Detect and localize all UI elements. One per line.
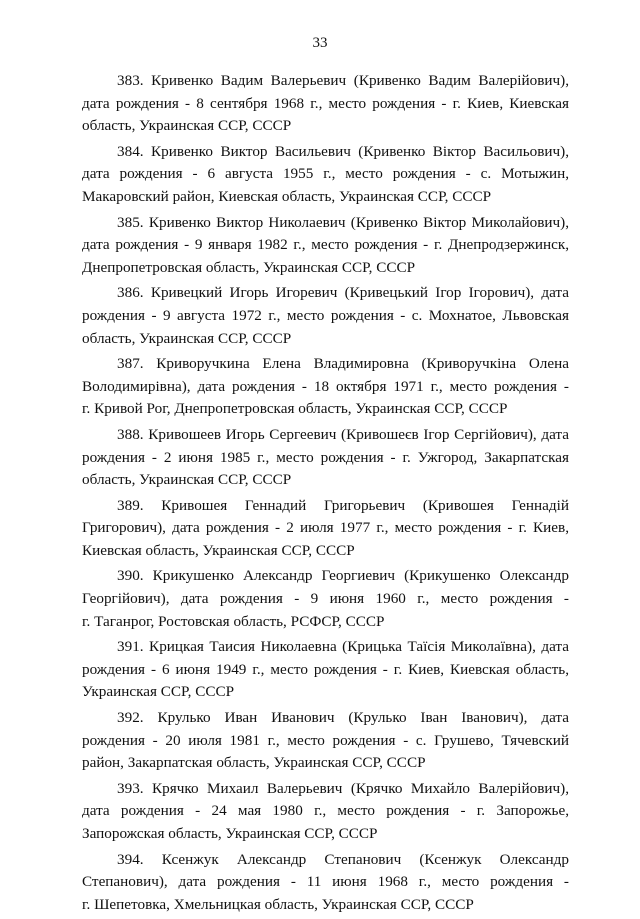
entry-line: Киевская область, Украинская ССР, СССР: [82, 541, 355, 559]
entry-line: Григорович), дата рождения - 2 июля 1977 г., место рождения - г. Киев,: [82, 519, 569, 537]
entry-line: область, Украинская ССР, СССР: [82, 471, 292, 489]
entry-line: Украинская ССР, СССР: [82, 683, 235, 701]
entry-line: дата рождения - 8 сентября 1968 г., место рождения - г. Киев, Киевская: [82, 94, 569, 112]
entry-line: дата рождения - 9 января 1982 г., место рождения - г. Днепродзержинск,: [82, 236, 569, 254]
entry-line: 394. Ксенжук Александр Степанович (Ксенжук Олександр: [117, 850, 569, 868]
entry-line: Володимирівна), дата рождения - 18 октября 1971 г., место рождения -: [82, 377, 569, 395]
list-item: [82, 353, 569, 421]
list-item: [82, 70, 569, 138]
list-item: [82, 212, 569, 280]
entry-line: 386. Кривецкий Игорь Игоревич (Кривецький Ігор Ігорович), дата: [117, 284, 569, 302]
entry-line: дата рождения - 6 августа 1955 г., место рождения - с. Мотыжин,: [82, 165, 569, 183]
entry-line: рождения - 20 июля 1981 г., место рождения - с. Грушево, Тячевский: [82, 731, 569, 749]
entry-line: 389. Кривошея Геннадий Григорьевич (Кривошея Геннадій: [117, 496, 569, 514]
entry-line: район, Закарпатская область, Украинская ССР, СССР: [82, 754, 426, 772]
list-item: [82, 424, 569, 492]
list-item: [82, 282, 569, 350]
entry-line: 393. Крячко Михаил Валерьевич (Крячко Михайло Валерійович),: [117, 779, 569, 797]
list-item: [82, 707, 569, 775]
entry-line: область, Украинская ССР, СССР: [82, 329, 292, 347]
entry-line: г. Шепетовка, Хмельницкая область, Украинская ССР, СССР: [82, 895, 474, 913]
entry-line: 387. Криворучкина Елена Владимировна (Криворучкіна Олена: [117, 355, 569, 373]
entry-line: 384. Кривенко Виктор Васильевич (Кривенко Віктор Васильович),: [117, 142, 569, 160]
entry-line: 390. Крикушенко Александр Георгиевич (Крикушенко Олександр: [117, 567, 569, 585]
entry-line: 391. Крицкая Таисия Николаевна (Крицька Таїсія Миколаївна), дата: [117, 638, 569, 656]
entry-line: Степанович), дата рождения - 11 июня 1968 г., место рождения -: [82, 873, 569, 891]
entry-line: рождения - 6 июня 1949 г., место рождения - г. Киев, Киевская область,: [82, 660, 569, 678]
entry-line: г. Таганрог, Ростовская область, РСФСР, СССР: [82, 612, 385, 630]
entry-line: 388. Кривошеев Игорь Сергеевич (Кривошеєв Ігор Сергійович), дата: [117, 425, 569, 443]
entry-line: Георгійович), дата рождения - 9 июня 1960 г., место рождения -: [82, 590, 569, 608]
list-item: [82, 778, 569, 846]
page-number: 33: [312, 35, 328, 51]
entry-line: 383. Кривенко Вадим Валерьевич (Кривенко Вадим Валерійович),: [117, 72, 569, 89]
entry-line: Днепропетровская область, Украинская ССР, СССР: [82, 258, 416, 276]
entry-line: Запорожская область, Украинская ССР, СССР: [82, 825, 378, 842]
entry-line: г. Кривой Рог, Днепропетровская область, Украинская ССР, СССР: [82, 400, 508, 418]
list-item: [82, 849, 569, 917]
list-item: [82, 636, 569, 704]
entry-line: дата рождения - 24 мая 1980 г., место рождения - г. Запорожье,: [82, 802, 569, 820]
entry-line: 392. Крулько Иван Иванович (Крулько Іван Іванович), дата: [117, 709, 569, 727]
entry-line: рождения - 2 июня 1985 г., место рождения - г. Ужгород, Закарпатская: [82, 448, 569, 466]
list-item: [82, 495, 569, 563]
list-item: [82, 565, 569, 633]
entry-line: Макаровский район, Киевская область, Украинская ССР, СССР: [82, 187, 492, 205]
entry-list: [82, 70, 569, 919]
entry-line: рождения - 9 августа 1972 г., место рождения - с. Мохнатое, Львовская: [82, 306, 569, 324]
list-item: [82, 141, 569, 209]
entry-line: 385. Кривенко Виктор Николаевич (Кривенко Віктор Миколайович),: [117, 213, 569, 231]
entry-line: область, Украинская ССР, СССР: [82, 117, 292, 135]
